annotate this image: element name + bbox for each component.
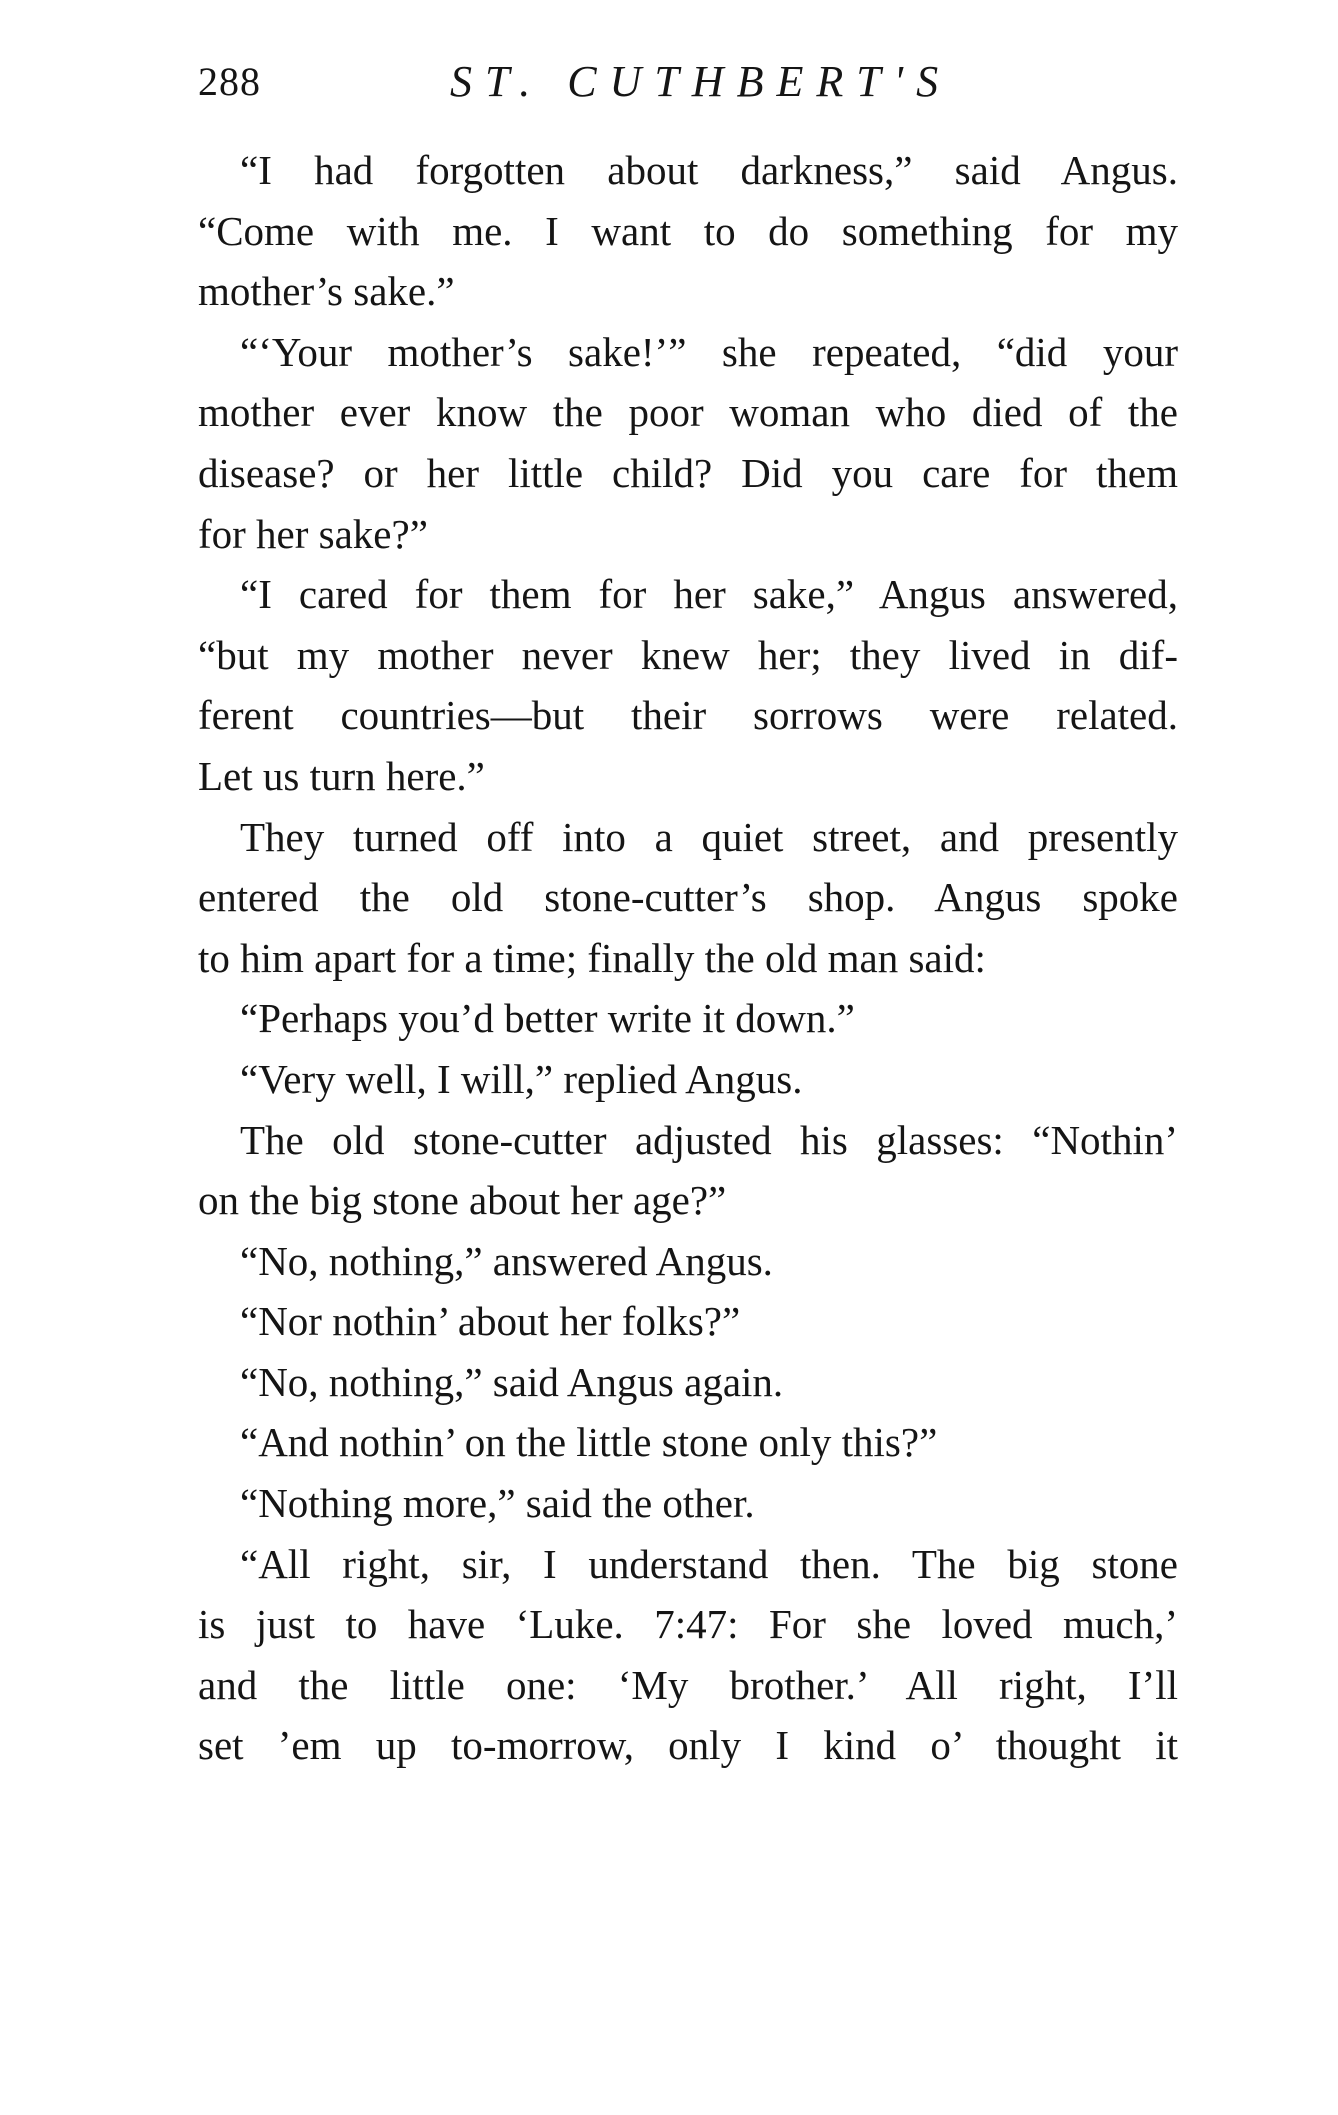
- text-line: mother ever know the poor woman who died of the: [198, 389, 1178, 436]
- body-text: [198, 140, 1178, 1776]
- text-line: “I cared for them for her sake,” Angus answered,: [240, 571, 1178, 618]
- text-line: mother’s sake.”: [198, 268, 455, 315]
- page-header: [198, 58, 1178, 118]
- text-line: “Perhaps you’d better write it down.”: [240, 995, 855, 1042]
- text-line: “Nothing more,” said the other.: [240, 1480, 755, 1527]
- text-line: entered the old stone-cutter’s shop. Angus spoke: [198, 874, 1178, 921]
- text-line: ferent countries—but their sorrows were related.: [198, 692, 1178, 739]
- text-line: on the big stone about her age?”: [198, 1177, 727, 1224]
- text-line: Let us turn here.”: [198, 752, 485, 799]
- text-line: to him apart for a time; finally the old man said:: [198, 934, 986, 981]
- page-number: 288: [198, 59, 261, 104]
- text-line: “I had forgotten about darkness,” said Angus.: [240, 147, 1178, 193]
- text-line: “‘Your mother’s sake!’” she repeated, “did your: [240, 328, 1178, 375]
- text-line: “but my mother never knew her; they lived in dif-: [198, 631, 1178, 678]
- text-line: “Nor nothin’ about her folks?”: [240, 1298, 741, 1345]
- text-line: “Come with me. I want to do something for my: [198, 207, 1178, 254]
- text-line: is just to have ‘Luke. 7:47: For she loved much,’: [198, 1601, 1178, 1648]
- text-line: They turned off into a quiet street, and presently: [240, 813, 1178, 860]
- text-line: The old stone-cutter adjusted his glasses: “Nothin’: [240, 1116, 1178, 1163]
- text-line: for her sake?”: [198, 510, 428, 557]
- text-line: “And nothin’ on the little stone only this?”: [240, 1419, 938, 1466]
- text-line: “No, nothing,” said Angus again.: [240, 1358, 784, 1405]
- text-line: “No, nothing,” answered Angus.: [240, 1237, 773, 1284]
- text-line: set ’em up to-morrow, only I kind o’ thought it: [198, 1722, 1178, 1769]
- text-line: “All right, sir, I understand then. The big stone: [240, 1540, 1178, 1587]
- text-line: and the little one: ‘My brother.’ All right, I’ll: [198, 1661, 1178, 1708]
- text-line: “Very well, I will,” replied Angus.: [240, 1055, 803, 1102]
- running-title: ST. CUTHBERT'S: [450, 57, 952, 106]
- text-line: disease? or her little child? Did you care for them: [198, 449, 1178, 496]
